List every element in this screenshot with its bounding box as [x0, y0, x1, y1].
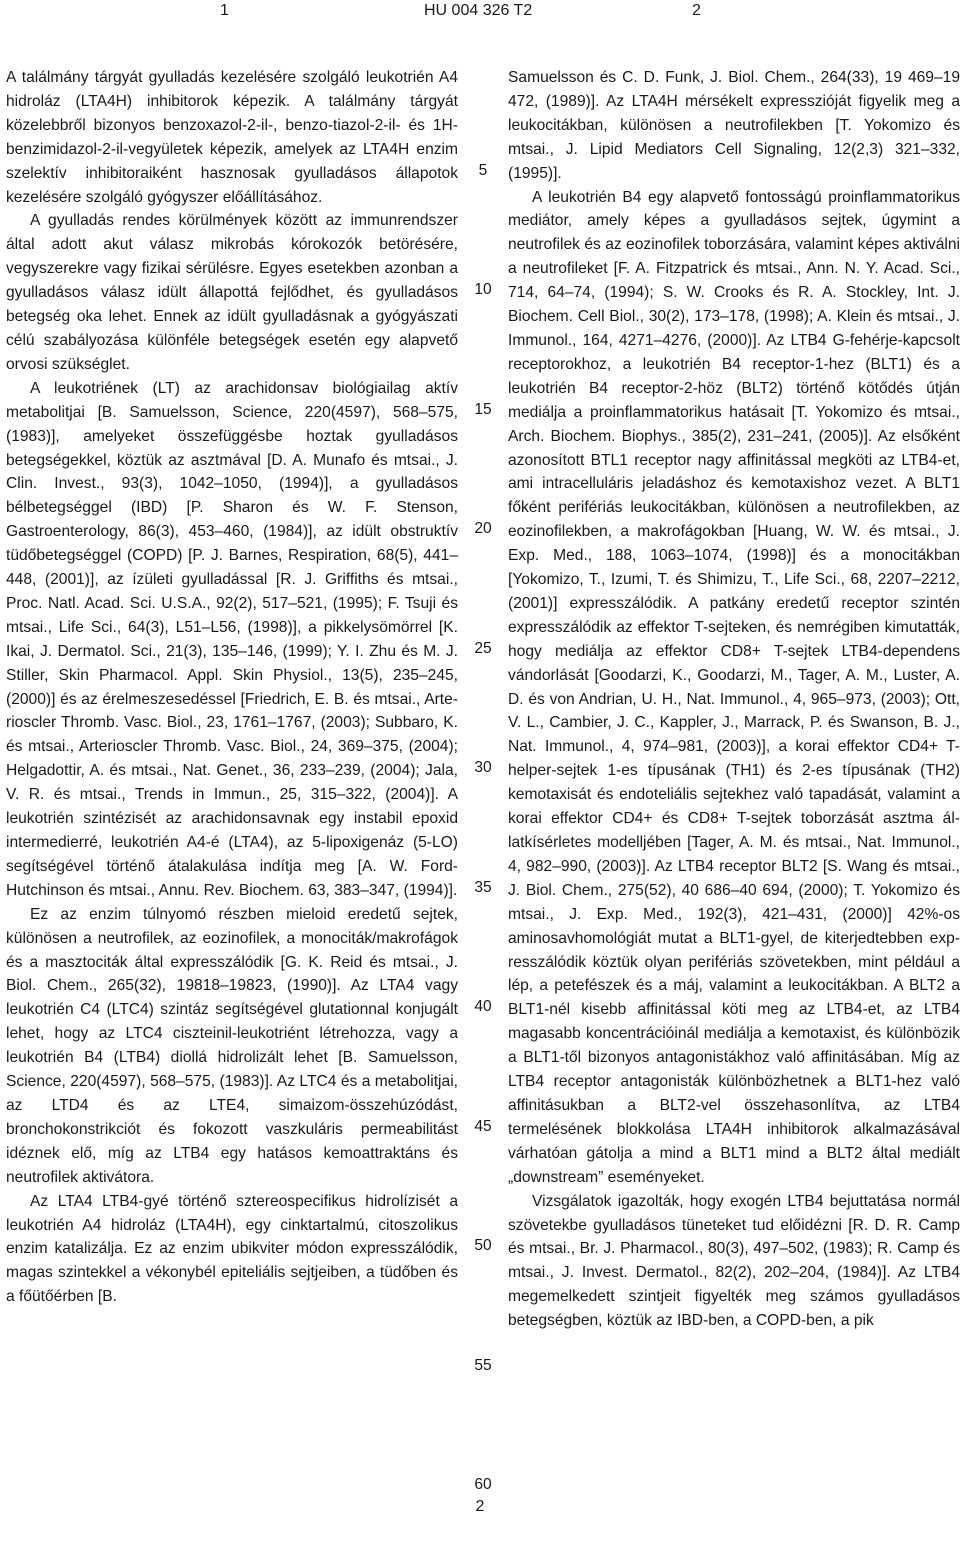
line-number: 45: [474, 1118, 492, 1135]
header-doc-id: HU 004 326 T2: [424, 2, 533, 19]
line-number: 25: [474, 640, 492, 657]
paragraph: Ez az enzim túlnyomó részben mieloid eredetű sejtek, különösen a neutrofilek, az eozinofilek, a monociták/makrofágok és a masztociták által expresszálódik [G. K. Reid és mtsai., J. Biol. Chem., 265(32), 19818–19823, (1990)]. Az LTA4 vagy leukotrién C4 (LTC4) szintáz segítségével glutationnal konjugált lehet, hogy az LTC4 ciszteinil-leukotriént létrehozza, vagy a leukotrién B4 (LTB4) diollá hidrolizált lehet [B. Samuelsson, Science, 220(4597), 568–575, (1983)]. Az LTC4 és a metabolitjai, az LTD4 és az LTE4, simaizom-összehúzódást, bronchokonstrikciót és fokozott vaszkuláris permeabilitást idéznek elő, míg az LTB4 egy hatásos kemoattraktáns és neutrofilek aktivátora.: [6, 905, 458, 1186]
page-header: [0, 0, 960, 24]
paragraph: A leukotrién B4 egy alapvető fontosságú proinflammatorikus mediátor, amely képes a gyulladásos sejtek, úgymint a neutrofilek és az eozinofilek toborzására, valamint képes aktiválni a neutrofileket [F. A. Fitzpatrick és mtsai., Ann. N. Y. Acad. Sci., 714, 64–74, (1994); S. W. Crooks és R. A. Stockley, Int. J. Biochem. Cell Biol., 30(2), 173–178, (1998); A. Klein és mtsai., J. Immunol., 164, 4271–4276, (2000)]. Az LTB4 G-fehérje-kapcsolt receptorokhoz, a leukotrién B4 receptor-1-hez (BLT1) és a leukotrién B4 receptor-2-höz (BLT2) történő kötődés útján mediálja a proinflammatorikus hatásait [T. Yokomizo és mtsai., Arch. Biochem. Biophys., 385(2), 231–241, (2005)]. Az elsőként azonosított BTL1 receptor nagy affinitással megköti az LTB4-et, ami intracelluláris jeladáshoz és kemotaxishoz vezet. A BLT1 főként perifériás leukocitákban, különösen a neutrofilekben, az eozinofilekben, a makrofágokban [Huang, W. W. és mtsai., J. Exp. Med., 188, 1063–1074, (1998)] és a monocitákban [Yokomizo, T., Izumi, T. és Shimizu, T., Life Sci., 68, 2207–2212, (2001)] expresszálódik. A patkány eredetű receptor szintén expresszálódik az effektor T-sejteken, és nemrégiben kimutatták, hogy mediálja az effektor CD8+ T-sejtek LTB4-dependens vándorlását [Goodarzi, K., Goodarzi, M., Tager, A. M., Luster, A. D. és von Andrian, U. H., Nat. Immunol., 4, 965–973, (2003); Ott, V. L., Cambier, J. C., Kappler, J., Marrack, P. és Swanson, B. J., Nat. Immunol., 4, 974–981, (2003)], a korai effektor CD4+ T-helper-sejtek 1-es típusának (TH1) és 2-es típusának (TH2) kemotaxisát és endoteliális sejtekhez való tapadását, valamint a korai effektor CD4+ és CD8+ T-sejtek toborzását asztma állatkísérletes modelljében [Tager, A. M. és mtsai., Nat. Immunol., 4, 982–990, (2003)]. Az LTB4 receptor BLT2 [S. Wang és mtsai., J. Biol. Chem., 275(52), 40 686–40 694, (2000); T. Yokomizo és mtsai., J. Exp. Med., 192(3), 421–431, (2000)] 42%-os aminosavhomológiát mutat a BLT1-gyel, de kiterjedtebben expresszálódik köztük olyan perifériás szövetekben, mint például a lép, a petefészek és a máj, valamint a leukocitákban. A BLT2 a BLT1-nél kisebb affinitással köti meg az LTB4-et, az LTB4 magasabb koncentrációinál mediálja a kemotaxist, és különbözik a BLT1-től bizonyos antagonistákhoz való affinitásában. Míg az LTB4 receptor antagonisták különbözhetnek a BLT1-hez való affinitásukban a BLT2-vel összehasonlítva, az LTB4 termelésének blokkolása LTA4H inhibitorok alkalmazásával várhatóan gátolja a mind a BLT1 mind a BLT2 által mediált „downstream” eseményeket.: [508, 188, 960, 1186]
left-column: [6, 66, 458, 1309]
line-number: 60: [474, 1476, 492, 1493]
paragraph: A találmány tárgyát gyulladás kezelésére szolgáló leukotrién A4 hidroláz (LTA4H) inhibitorok képezik. A találmány tárgyát közelebbről bizonyos benzoxazol-2-il-, benzo-tiazol-2-il- és 1H-benzimidazol-2-il-vegyületek képezik, amelyek az LTA4H enzim szelektív inhibitoraiként hasznosak gyulladásos állapotok kezelésére szolgáló gyógyszer előállításához.: [6, 69, 458, 206]
right-column: [508, 66, 960, 1333]
line-number: 40: [474, 998, 492, 1015]
paragraph: A gyulladás rendes körülmények között az immunrendszer által adott akut válasz mikrobás kórokozók betörésére, vegyszerekre vagy fizikai sérülésre. Egyes esetekben azonban a gyulladásos válasz idült állapottá fejlődhet, és gyulladásos betegség oka lehet. Ennek az idült gyulladásnak a gyógyászati célú szabályozása különféle betegségek esetén egy alapvető orvosi szükséglet.: [6, 212, 458, 373]
paragraph: Az LTA4 LTB4-gyé történő sztereospecifikus hidrolízisét a leukotrién A4 hidroláz (LTA4H), egy cinktartalmú, citoszolikus enzim katalizálja. Ez az enzim ubikviter módon expresszálódik, magas szintekkel a vékonybél epiteliális sejtjeiben, a tüdőben és a főütőérben [B.: [6, 1192, 458, 1306]
line-number: 10: [474, 281, 492, 298]
line-number: 5: [478, 162, 488, 179]
header-page-left: 1: [220, 2, 229, 19]
line-number: 55: [474, 1357, 492, 1374]
line-number: 50: [474, 1237, 492, 1254]
line-number: 30: [474, 759, 492, 776]
header-page-right: 2: [692, 2, 701, 19]
line-number: 35: [474, 879, 492, 896]
page-footer-number: 2: [475, 1498, 485, 1515]
line-number: 20: [474, 520, 492, 537]
paragraph: Vizsgálatok igazolták, hogy exogén LTB4 bejuttatása normál szövetekbe gyulladásos tüneteket tud előidézni [R. D. R. Camp és mtsai., Br. J. Pharmacol., 80(3), 497–502, (1983); R. Camp és mtsai., J. Invest. Dermatol., 82(2), 202–204, (1984)]. Az LTB4 megemelkedett szintjeit figyelték meg számos gyulladásos betegségben, köztük az IBD-ben, a COPD-ben, a pik: [508, 1192, 960, 1330]
line-number: 15: [474, 401, 492, 418]
paragraph: Samuelsson és C. D. Funk, J. Biol. Chem., 264(33), 19 469–19 472, (1989)]. Az LTA4H mérsékelt expresszióját figyelik meg a leukocitákban, különösen a neutrofilekben [T. Yokomizo és mtsai., J. Lipid Mediators Cell Signaling, 12(2,3) 321–332, (1995)].: [508, 69, 960, 182]
paragraph: A leukotriének (LT) az arachidonsav biológiailag aktív metabolitjai [B. Samuelsson, Science, 220(4597), 568–575, (1983)], amelyeket összefüggésbe hoztak gyulladásos betegségekkel, köztük az asztmával [D. A. Munafo és mtsai., J. Clin. Invest., 93(3), 1042–1050, (1994)], a gyulladásos bélbetegséggel (IBD) [P. Sharon és W. F. Stenson, Gastroenterology, 86(3), 453–460, (1984)], az idült obstruktív tüdőbetegséggel (COPD) [P. J. Barnes, Respiration, 68(5), 441–448, (2001)], az ízületi gyulladással [R. J. Griffiths és mtsai., Proc. Natl. Acad. Sci. U.S.A., 92(2), 517–521, (1995); F. Tsuji és mtsai., Life Sci., 64(3), L51–L56, (1998)], a pikkelysömörrel [K. Ikai, J. Dermatol. Sci., 21(3), 135–146, (1999); Y. I. Zhu és M. J. Stiller, Skin Pharmacol. Appl. Skin Physiol., 13(5), 235–245, (2000)] és az érelmeszesedéssel [Friedrich, E. B. és mtsai., Arterioscler Thromb. Vasc. Biol., 23, 1761–1767, (2003); Subbaro, K. és mtsai., Arterioscler Thromb. Vasc. Biol., 24, 369–375, (2004); Helgadottir, A. és mtsai., Nat. Genet., 36, 233–239, (2004); Jala, V. R. és mtsai., Trends in Immun., 25, 315–322, (2004)]. A leukotrién szintézisét az arachidonsavnak egy instabil epoxid intermedierré, leukotrién A4-é (LTA4), az 5-lipoxigenáz (5-LO) segítségével történő átalakulása indítja meg [A. W. Ford-Hutchinson és mtsai., Annu. Rev. Biochem. 63, 383–347, (1994)].: [6, 379, 458, 899]
